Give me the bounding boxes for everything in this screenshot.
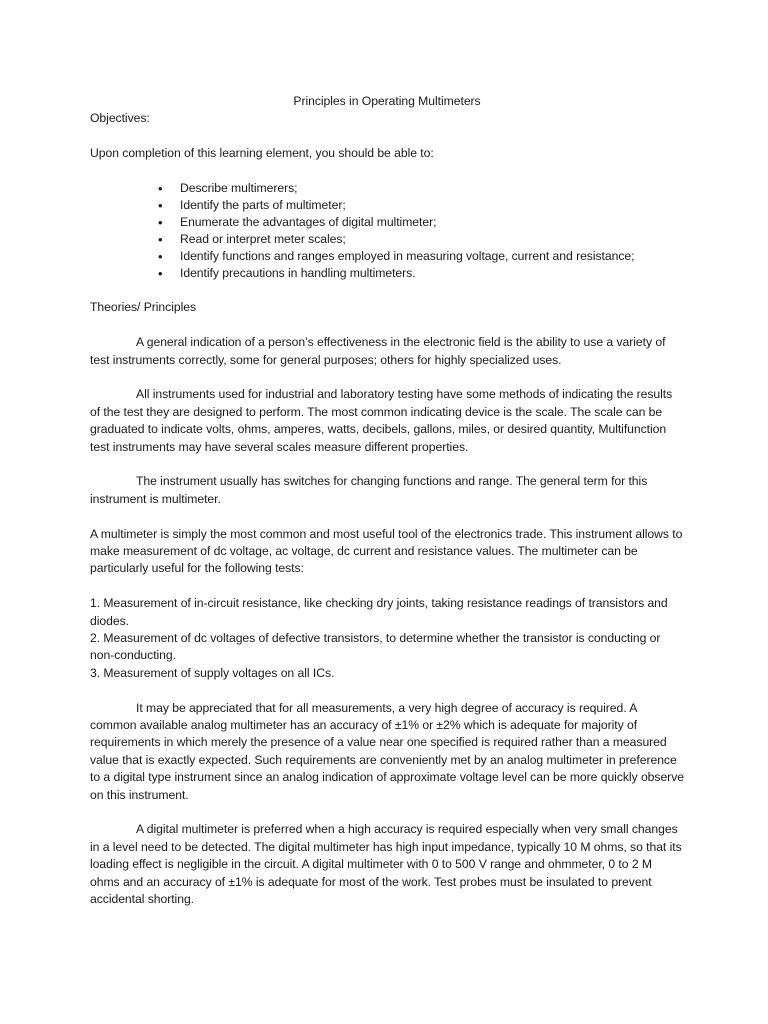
objective-text: Enumerate the advantages of digital multimeter;: [180, 214, 437, 229]
test-list-item: 3. Measurement of supply voltages on all ICs.: [90, 665, 335, 680]
objective-text: Identify functions and ranges employed in measuring voltage, current and resistance;: [180, 248, 635, 263]
bullet-icon: •: [158, 265, 163, 281]
objective-text: Read or interpret meter scales;: [180, 231, 346, 246]
objective-item: [158, 197, 684, 214]
paragraph: A digital multimeter is preferred when a high accuracy is required especially when very small changes in a level need to be detected. The digital multimeter has high input impedance, typically 10 M ohms, so that its loading effect is negligible in the circuit. A digital multimeter with 0 to 500 V range and ohmmeter, 0 to 2 M ohms and an accuracy of ±1% is adequate for most of the work. Test probes must be insulated to prevent accidental shorting.: [90, 822, 682, 907]
paragraph: All instruments used for industrial and laboratory testing have some methods of indicating the results of the test they are designed to perform. The most common indicating device is the scale. The scale can be graduated to indicate volts, ohms, amperes, watts, decibels, gallons, miles, or desired quantity, Multifunction test instruments may have several scales measure different properties.: [90, 387, 673, 454]
paragraph: A general indication of a person’s effectiveness in the electronic field is the ability to use a variety of test instruments correctly, some for general purposes; others for highly specialized uses.: [90, 335, 666, 367]
spacer: [90, 804, 684, 821]
spacer: [90, 682, 684, 699]
objective-text: Identify precautions in handling multimeters.: [180, 265, 416, 280]
spacer: [90, 163, 684, 180]
spacer: [90, 369, 684, 386]
bullet-icon: •: [158, 180, 163, 196]
spacer: [90, 128, 684, 145]
test-list-item: 1. Measurement of in-circuit resistance, like checking dry joints, taking resistance readings of transistors and diodes.: [90, 596, 668, 628]
objective-item: [158, 231, 684, 248]
intro-text: Upon completion of this learning element, you should be able to:: [90, 146, 434, 161]
objective-text: Describe multimerers;: [180, 180, 298, 195]
objectives-list: [90, 180, 684, 282]
objective-item: [158, 248, 684, 265]
spacer: [90, 317, 684, 334]
bullet-icon: •: [158, 197, 163, 213]
bullet-icon: •: [158, 248, 163, 264]
spacer: [90, 282, 684, 299]
objective-item: [158, 265, 684, 282]
objective-text: Identify the parts of multimeter;: [180, 197, 346, 212]
objective-item: [158, 180, 684, 197]
objective-item: [158, 214, 684, 231]
document-body: [90, 93, 684, 908]
paragraph: The instrument usually has switches for changing functions and range. The general term for this instrument is multimeter.: [90, 474, 648, 506]
test-list-item: 2. Measurement of dc voltages of defective transistors, to determine whether the transistor is conducting or non-conducting.: [90, 631, 661, 663]
document-title: Principles in Operating Multimeters: [293, 94, 481, 108]
spacer: [90, 578, 684, 595]
objectives-heading: Objectives:: [90, 111, 150, 126]
spacer: [90, 508, 684, 525]
paragraph: A multimeter is simply the most common and most useful tool of the electronics trade. This instrument allows to make measurement of dc voltage, ac voltage, dc current and resistance values. The multimeter can be particularly useful for the following tests:: [90, 526, 683, 576]
bullet-icon: •: [158, 231, 163, 247]
theories-heading: Theories/ Principles: [90, 300, 197, 315]
spacer: [90, 456, 684, 473]
bullet-icon: •: [158, 214, 163, 230]
paragraph: It may be appreciated that for all measurements, a very high degree of accuracy is required. A common available analog multimeter has an accuracy of ±1% or ±2% which is adequate for majority of requirements in which merely the presence of a value near one specified is required rather than a measured value that is exactly expected. Such requirements are conveniently met by an analog multimeter in preference to a digital type instrument since an analog indication of approximate voltage level can be more quickly observe on this instrument.: [90, 700, 684, 802]
